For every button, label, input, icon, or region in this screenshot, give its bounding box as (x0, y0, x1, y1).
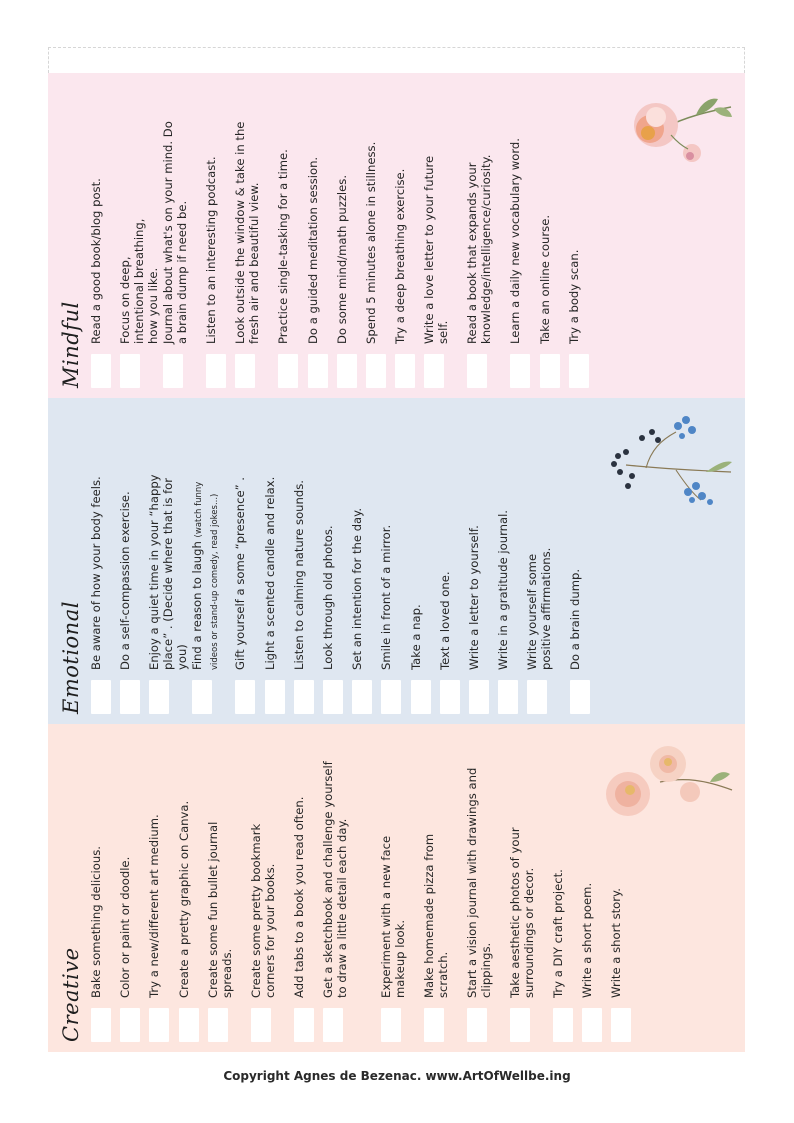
item-label: Start a vision journal with drawings and clippings. (464, 767, 493, 998)
checkbox[interactable] (467, 1008, 487, 1042)
item-label: Take aesthetic photos of your surroundings or decor. (507, 827, 536, 998)
item-label: Listen to an interesting podcast. (204, 156, 219, 344)
checkbox[interactable] (498, 680, 518, 714)
item-label: Get a sketchbook and challenge yourself to draw a little detail each day. (320, 761, 349, 998)
checkbox[interactable] (265, 680, 285, 714)
checkbox[interactable] (569, 354, 589, 388)
checkbox[interactable] (120, 354, 140, 388)
checkbox[interactable] (440, 680, 460, 714)
checklist-item (393, 87, 422, 388)
checkbox[interactable] (424, 1008, 444, 1042)
checklist-item (306, 87, 335, 388)
checklist-item (204, 87, 233, 388)
checkbox[interactable] (91, 354, 111, 388)
rose-flower-illustration (600, 742, 735, 832)
checklist-item (409, 412, 438, 714)
checkbox[interactable] (381, 1008, 401, 1042)
checkbox[interactable] (308, 354, 328, 388)
checklist-item (525, 412, 568, 714)
checklist-item (508, 738, 551, 1042)
item-label: Read a good book/blog post. (89, 178, 103, 344)
checkbox[interactable] (469, 680, 489, 714)
checklist-item (249, 738, 292, 1042)
checkbox[interactable] (395, 354, 415, 388)
emotional-section (48, 398, 745, 724)
checklist-item (465, 738, 508, 1042)
checklist-item (118, 412, 147, 714)
checkbox[interactable] (91, 680, 111, 714)
checkbox[interactable] (149, 680, 169, 714)
checkbox[interactable] (192, 680, 212, 714)
item-label: Make homemade pizza from scratch. (421, 833, 450, 998)
checklist-item (364, 87, 393, 388)
checklist-item (321, 738, 379, 1042)
item-label: Do a guided meditation session. (305, 156, 320, 344)
section-title: Mindful (59, 301, 83, 388)
checklist-item (567, 87, 596, 388)
checklist-item (276, 87, 305, 388)
checkbox[interactable] (570, 680, 590, 714)
item-label: Do a brain dump. (568, 568, 583, 670)
checklist-item (292, 412, 321, 714)
checklist-item (190, 412, 233, 714)
checkbox[interactable] (235, 354, 255, 388)
checkbox[interactable] (179, 1008, 199, 1042)
checkbox[interactable] (381, 680, 401, 714)
item-label: Write a love letter to your future self. (422, 155, 451, 344)
item-label (190, 455, 222, 670)
item-label: Bake something delicious. (89, 846, 103, 998)
checkbox[interactable] (582, 1008, 602, 1042)
checkbox[interactable] (323, 680, 343, 714)
checkbox[interactable] (120, 680, 140, 714)
checkbox[interactable] (149, 1008, 169, 1042)
item-label: Journal about what's on your mind. Do a brain dump if need be. (161, 121, 190, 344)
item-label: Smile in front of a mirror. (379, 524, 394, 670)
item-label: Create some pretty bookmark corners for your books. (248, 823, 277, 998)
checklist-item (161, 87, 204, 388)
checklist-item (496, 412, 525, 714)
checklist-item (233, 87, 276, 388)
item-label: Try a body scan. (566, 249, 581, 344)
item-label: Write a short poem. (580, 882, 595, 998)
item-label: Try a new/different art medium. (147, 814, 162, 998)
item-label: Try a DIY craft project. (550, 869, 565, 998)
checkbox[interactable] (411, 680, 431, 714)
checklist-item (335, 87, 364, 388)
checkbox[interactable] (467, 354, 487, 388)
checkbox[interactable] (91, 1008, 111, 1042)
blue-flower-illustration (606, 410, 736, 505)
item-label: Take a nap. (408, 604, 423, 670)
item-label: Write yourself some positive affirmations. (525, 547, 554, 670)
item-label: Focus on deep, intentional breathing, how you like. (118, 218, 161, 344)
checklist-item (379, 412, 408, 714)
checkbox[interactable] (278, 354, 298, 388)
item-label-main: Find a reason to laugh (190, 541, 205, 670)
item-label: Create a pretty graphic on Canva. (176, 800, 191, 998)
item-label: Color or paint or doodle. (118, 856, 133, 998)
item-label: Do some mind/math puzzles. (334, 174, 349, 344)
checkbox[interactable] (120, 1008, 140, 1042)
item-label: Light a scented candle and relax. (262, 476, 277, 670)
checklist-item (508, 87, 537, 388)
section-title: Creative (59, 947, 83, 1042)
checklist-item (206, 738, 249, 1042)
checklist-item (438, 412, 467, 714)
checklist-item (538, 87, 567, 388)
checklist-item (422, 738, 465, 1042)
checklist-item (292, 738, 321, 1042)
checklist-item (568, 412, 597, 714)
checklist-item (118, 738, 147, 1042)
item-label: Experiment with a new face makeup look. (378, 835, 407, 998)
checklist-item (422, 87, 465, 388)
item-label: Take an online course. (537, 214, 552, 344)
checkbox[interactable] (337, 354, 357, 388)
item-label: Read a book that expands your knowledge/intelligence/curiosity. (465, 154, 494, 344)
item-label: Set an intention for the day. (350, 507, 365, 670)
item-label: Spend 5 minutes alone in stillness. (363, 141, 378, 344)
checkbox[interactable] (235, 680, 255, 714)
checkbox[interactable] (294, 680, 314, 714)
checklist-item (350, 412, 379, 714)
copyright-footer: Copyright Agnes de Bezenac. www.ArtOfWellbe.ing (223, 1069, 571, 1083)
peony-flower-illustration (626, 87, 736, 167)
checklist-item (177, 738, 206, 1042)
checklist-item (89, 87, 118, 388)
item-label: Try a deep breathing exercise. (393, 168, 408, 344)
item-label: Listen to calming nature sounds. (291, 480, 306, 670)
checklist-item (321, 412, 350, 714)
creative-section (48, 724, 745, 1052)
cut-line (48, 47, 745, 73)
item-label: Write a short story. (609, 888, 624, 998)
section-title: Emotional (59, 601, 83, 714)
checklist-item (118, 87, 161, 388)
item-label: Practice single-tasking for a time. (276, 149, 291, 344)
checkbox[interactable] (540, 354, 560, 388)
item-label: Look outside the window & take in the fresh air and beautiful view. (233, 121, 262, 344)
checkbox[interactable] (611, 1008, 631, 1042)
mindful-section (48, 73, 745, 398)
checklist-item (263, 412, 292, 714)
item-label: Write in a gratitude journal. (496, 510, 511, 670)
item-label: Enjoy a quiet time in your “happy place” . (Decide where that is for you) (147, 474, 190, 670)
item-label: Text a loved one. (437, 571, 452, 670)
checklist-item (89, 412, 118, 714)
checkbox[interactable] (510, 354, 530, 388)
item-label: Be aware of how your body feels. (89, 476, 103, 670)
item-label: Create some fun bullet journal spreads. (205, 821, 234, 998)
checklist-item (465, 87, 508, 388)
checkbox[interactable] (510, 1008, 530, 1042)
item-label: Look through old photos. (320, 525, 335, 670)
checkbox[interactable] (352, 680, 372, 714)
checkbox[interactable] (208, 1008, 228, 1042)
checkbox[interactable] (294, 1008, 314, 1042)
checklist-item (233, 412, 262, 714)
checkbox[interactable] (206, 354, 226, 388)
checkbox[interactable] (527, 680, 547, 714)
item-label: Gift yourself a some “presence” . (233, 477, 248, 670)
checklist-item (379, 738, 422, 1042)
checkbox[interactable] (163, 354, 183, 388)
checkbox[interactable] (424, 354, 444, 388)
item-label: Do a self-compassion exercise. (118, 491, 133, 670)
item-label: Write a letter to yourself. (466, 525, 481, 670)
checklist-item (147, 412, 190, 714)
checkbox[interactable] (323, 1008, 343, 1042)
checkbox[interactable] (366, 354, 386, 388)
checklist-item (467, 412, 496, 714)
item-label: Learn a daily new vocabulary word. (508, 138, 523, 344)
checkbox[interactable] (251, 1008, 271, 1042)
checklist-item (551, 738, 580, 1042)
item-label: Add tabs to a book you read often. (291, 796, 306, 998)
checkbox[interactable] (553, 1008, 573, 1042)
checklist-item (89, 738, 118, 1042)
item-label-note: (watch funny videos or stand-up comedy, read jokes...) (194, 481, 221, 670)
checklist-item (147, 738, 176, 1042)
